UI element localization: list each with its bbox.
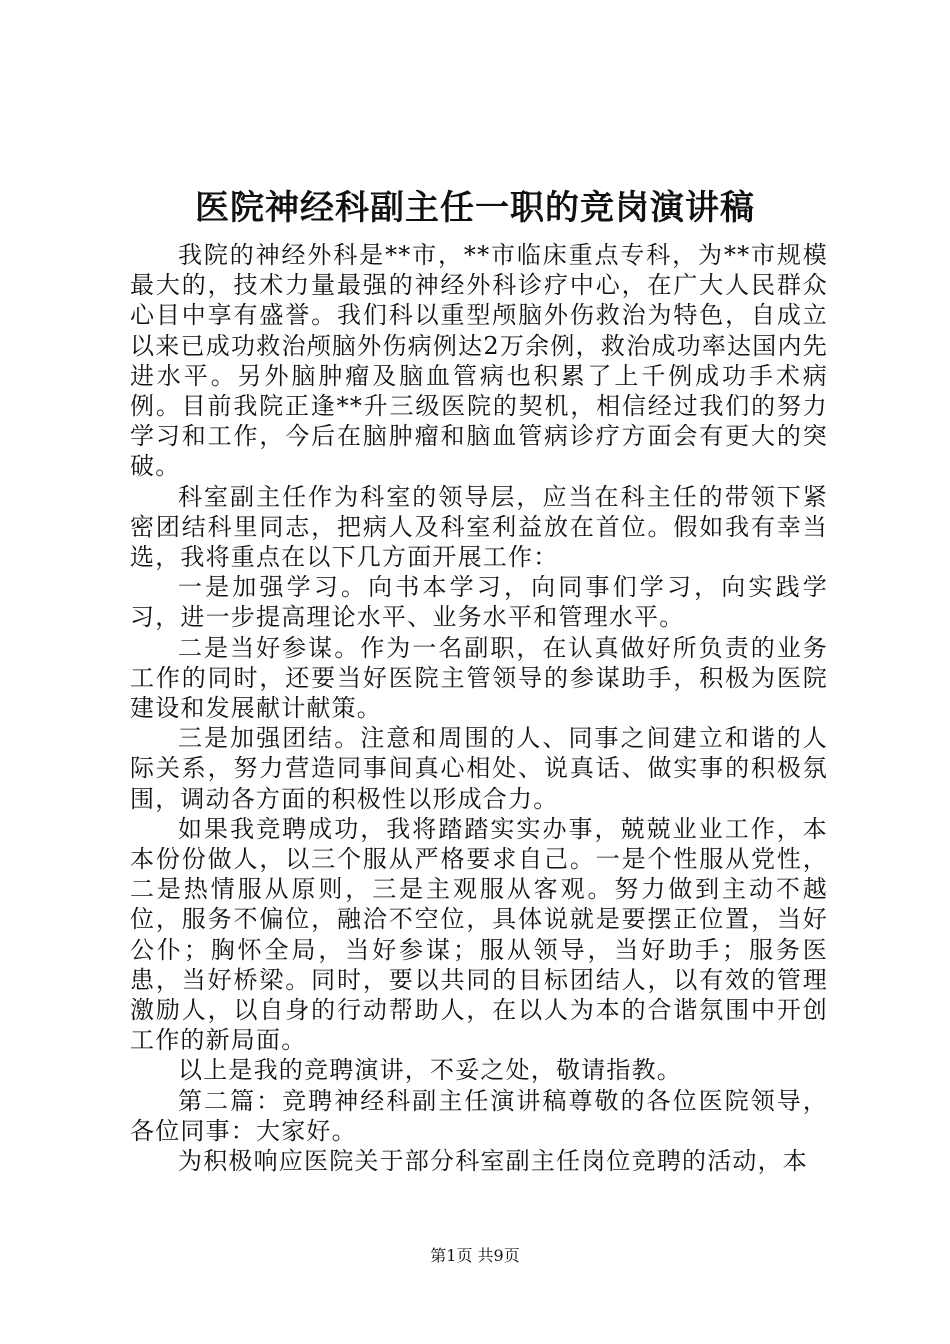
paragraph-7: 以上是我的竞聘演讲，不妥之处，敬请指教。 <box>178 1056 682 1085</box>
paragraph-4: 二是当好参谋。作为一名副职，在认真做好所负责的业务工作的同时，还要当好医院主管领导的参谋助手，积极为医院建设和发展献计献策。 <box>130 633 828 723</box>
paragraph-6: 如果我竞聘成功，我将踏踏实实办事，兢兢业业工作，本本份份做人，以三个服从严格要求自己。一是个性服从党性，二是热情服从原则，三是主观服从客观。努力做到主动不越位，服务不偏位，融洽不空位，具体说就是要摆正位置，当好公仆；胸怀全局，当好参谋；服从领导，当好助手；服务医患，当好桥梁。同时，要以共同的目标团结人，以有效的管理激励人，以自身的行动帮助人，在以人为本的合谐氛围中开创工作的新局面。 <box>130 814 828 1055</box>
paragraph-1: 我院的神经外科是**市，**市临床重点专科，为**市规模最大的，技术力量最强的神经外科诊疗中心，在广大人民群众心目中享有盛誉。我们科以重型颅脑外伤救治为特色，自成立以来已成功救治颅脑外伤病例达2万余例，救治成功率达国内先进水平。另外脑肿瘤及脑血管病也积累了上千例成功手术病例。目前我院正逢**升三级医院的契机，相信经过我们的努力学习和工作，今后在脑肿瘤和脑血管病诊疗方面会有更大的突破。 <box>130 241 828 481</box>
paragraph-2: 科室副主任作为科室的领导层，应当在科主任的带领下紧密团结科里同志，把病人及科室利益放在首位。假如我有幸当选，我将重点在以下几方面开展工作： <box>130 482 828 572</box>
paragraph-9: 为积极响应医院关于部分科室副主任岗位竞聘的活动，本 <box>178 1147 808 1176</box>
paragraph-3: 一是加强学习。向书本学习，向同事们学习，向实践学习，进一步提高理论水平、业务水平和管理水平。 <box>130 573 828 632</box>
document-title: 医院神经科副主任一职的竞岗演讲稿 <box>195 188 755 228</box>
document-body <box>130 240 828 1176</box>
page-number-footer: 第1页 共9页 <box>430 1246 520 1265</box>
paragraph-8: 第二篇：竞聘神经科副主任演讲稿尊敬的各位医院领导，各位同事：大家好。 <box>130 1086 828 1145</box>
paragraph-5: 三是加强团结。注意和周围的人、同事之间建立和谐的人际关系，努力营造同事间真心相处、说真话、做实事的积极氛围，调动各方面的积极性以形成合力。 <box>130 724 828 813</box>
